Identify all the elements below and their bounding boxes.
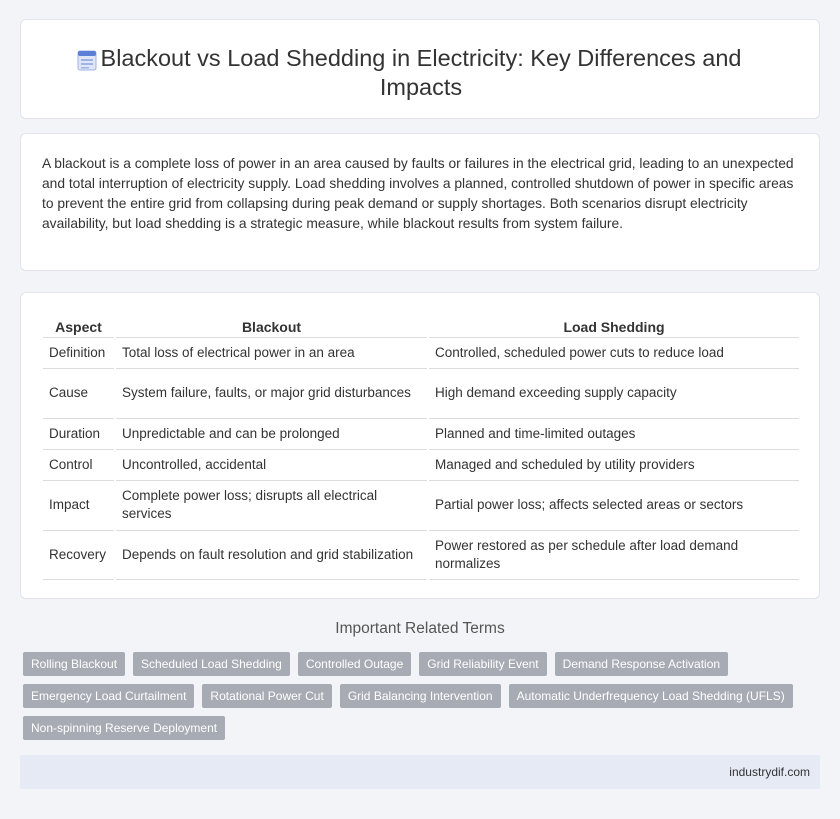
table-row	[43, 530, 799, 579]
table-row	[43, 368, 799, 418]
cell-aspect: Definition	[43, 337, 115, 368]
cell-aspect: Recovery	[43, 530, 115, 579]
cell-blackout: Unpredictable and can be prolonged	[115, 418, 428, 449]
table-row	[43, 337, 799, 368]
term-tag[interactable]: Controlled Outage	[298, 652, 411, 676]
term-tag[interactable]: Demand Response Activation	[555, 652, 728, 676]
cell-load-shedding: High demand exceeding supply capacity	[428, 368, 799, 418]
term-tag[interactable]: Grid Reliability Event	[419, 652, 546, 676]
term-tag[interactable]: Rotational Power Cut	[202, 684, 331, 708]
header-load-shedding: Load Shedding	[428, 315, 799, 337]
intro-card	[20, 133, 820, 271]
term-tag[interactable]: Non-spinning Reserve Deployment	[23, 716, 225, 740]
cell-aspect: Duration	[43, 418, 115, 449]
header-aspect: Aspect	[43, 315, 115, 337]
related-terms-list	[23, 652, 813, 740]
cell-blackout: System failure, faults, or major grid disturbances	[115, 368, 428, 418]
cell-blackout: Total loss of electrical power in an area	[115, 337, 428, 368]
cell-blackout: Depends on fault resolution and grid stabilization	[115, 530, 428, 579]
cell-load-shedding: Planned and time-limited outages	[428, 418, 799, 449]
cell-load-shedding: Power restored as per schedule after load demand normalizes	[428, 530, 799, 579]
intro-paragraph: A blackout is a complete loss of power in an area caused by faults or failures in the electrical grid, leading to an unexpected and total interruption of electricity supply. Load shedding involves a planned, controlled shutdown of power in specific areas to prevent the entire grid from collapsing during peak demand or supply shortages. Both scenarios disrupt electricity availability, but load shedding is a strategic measure, while blackout results from system failure.	[42, 156, 794, 231]
footer	[20, 755, 820, 789]
term-tag[interactable]: Scheduled Load Shedding	[133, 652, 290, 676]
header-blackout: Blackout	[115, 315, 428, 337]
table-row	[43, 480, 799, 530]
cell-aspect: Impact	[43, 480, 115, 530]
cell-aspect: Control	[43, 449, 115, 480]
footer-site-link[interactable]: industrydif.com	[729, 765, 810, 779]
term-tag[interactable]: Automatic Underfrequency Load Shedding (UFLS)	[509, 684, 793, 708]
cell-load-shedding: Controlled, scheduled power cuts to reduce load	[428, 337, 799, 368]
cell-load-shedding: Partial power loss; affects selected areas or sectors	[428, 480, 799, 530]
cell-load-shedding: Managed and scheduled by utility providers	[428, 449, 799, 480]
cell-aspect: Cause	[43, 368, 115, 418]
table-header-row	[43, 315, 799, 337]
cell-blackout: Complete power loss; disrupts all electrical services	[115, 480, 428, 530]
page-title: Blackout vs Load Shedding in Electricity: Key Differences and Impacts	[100, 45, 742, 100]
term-tag[interactable]: Rolling Blackout	[23, 652, 125, 676]
title-card	[20, 19, 820, 119]
comparison-table-card	[20, 292, 820, 599]
comparison-table	[43, 315, 799, 580]
related-terms-heading: Important Related Terms	[335, 620, 505, 637]
table-row	[43, 449, 799, 480]
cell-blackout: Uncontrolled, accidental	[115, 449, 428, 480]
term-tag[interactable]: Grid Balancing Intervention	[340, 684, 501, 708]
term-tag[interactable]: Emergency Load Curtailment	[23, 684, 194, 708]
table-row	[43, 418, 799, 449]
